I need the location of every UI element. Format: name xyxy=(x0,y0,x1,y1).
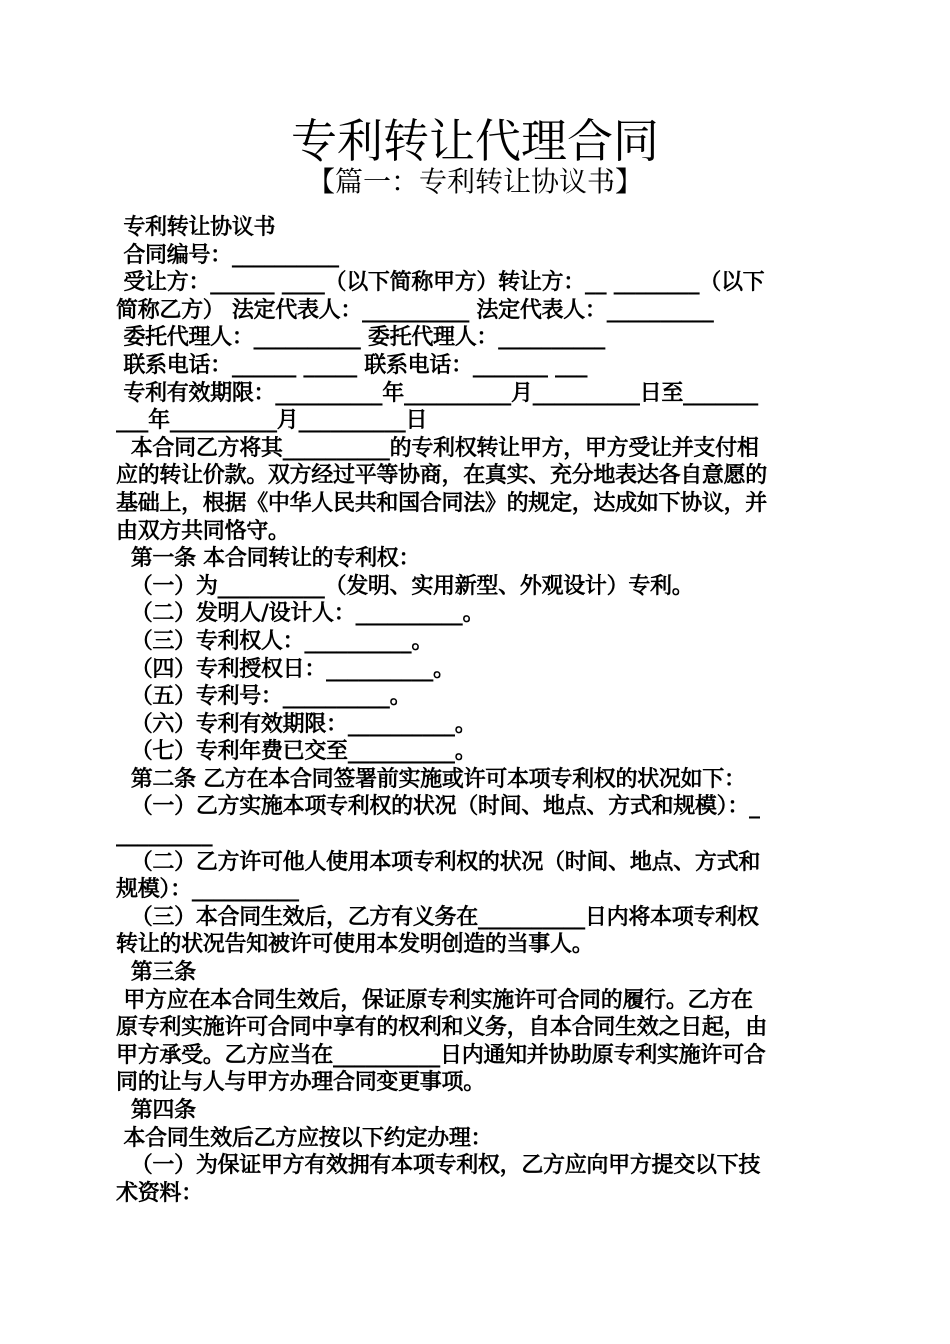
body-line: 本合同乙方将其__________的专利权转让甲方，甲方受让并支付相 xyxy=(116,435,759,461)
body-line: 专利有效期限：__________年__________月__________日至_______ xyxy=(116,380,758,406)
body-line: 规模）：__________ xyxy=(116,877,299,903)
body-line: 甲方应在本合同生效后，保证原专利实施许可合同的履行。乙方在 xyxy=(116,987,753,1013)
body-line: （六）专利有效期限：__________。 xyxy=(116,711,477,737)
body-line: 同的让与人与甲方办理合同变更事项。 xyxy=(116,1070,485,1096)
body-line: 应的转让价款。双方经过平等协商，在真实、充分地表达各自意愿的 xyxy=(116,463,768,489)
body-line: （一）为__________（发明、实用新型、外观设计）专利。 xyxy=(116,573,694,599)
body-line: 受让方：______ ____（以下简称甲方）转让方：__ ________（以下 xyxy=(116,270,765,296)
body-line: 联系电话：______ _____ 联系电话：_______ ___ xyxy=(116,352,588,378)
body-line: （五）专利号：__________。 xyxy=(116,684,412,710)
body-line: 原专利实施许可合同中享有的权利和义务，自本合同生效之日起，由 xyxy=(116,1015,768,1041)
document-title: 专利转让代理合同 xyxy=(291,114,659,168)
body-line: 本合同生效后乙方应按以下约定办理： xyxy=(116,1125,493,1151)
body-line: 合同编号：__________ xyxy=(116,242,339,268)
body-line: （三）本合同生效后，乙方有义务在__________日内将本项专利权 xyxy=(116,904,759,930)
body-line: 术资料： xyxy=(116,1180,203,1206)
body-line: 第一条 本合同转让的专利权： xyxy=(116,546,421,572)
body-line: （一）为保证甲方有效拥有本项专利权，乙方应向甲方提交以下技 xyxy=(116,1153,761,1179)
body-line: _________ xyxy=(116,822,213,848)
body-line: （二）乙方许可他人使用本项专利权的状况（时间、地点、方式和 xyxy=(116,849,761,875)
body-line: 第四条 xyxy=(116,1098,196,1123)
body-line: （一）乙方实施本项专利权的状况（时间、地点、方式和规模）：_ xyxy=(116,794,760,820)
body-line: 第三条 xyxy=(116,960,196,986)
body-line: 转让的状况告知被许可使用本发明创造的当事人。 xyxy=(116,932,594,958)
body-line: 甲方承受。乙方应当在__________日内通知并协助原专利实施许可合 xyxy=(116,1042,766,1068)
body-line: （七）专利年费已交至__________。 xyxy=(116,739,477,765)
body-line: ___年__________月__________日 xyxy=(116,408,428,434)
document-subtitle: 【篇一：专利转让协议书】 xyxy=(306,165,643,198)
body-line: 第二条 乙方在本合同签署前实施或许可本项专利权的状况如下： xyxy=(116,766,746,792)
document-body xyxy=(116,214,836,1207)
body-line: （二）发明人/设计人：__________。 xyxy=(116,601,485,627)
body-line: 委托代理人：__________ 委托代理人：__________ xyxy=(116,325,606,351)
body-line: 简称乙方） 法定代表人：__________ 法定代表人：__________ xyxy=(116,297,714,323)
body-line: 由双方共同恪守。 xyxy=(116,518,290,544)
body-line: 基础上，根据《中华人民共和国合同法》的规定，达成如下协议，并 xyxy=(116,490,768,516)
body-line: （四）专利授权日：__________。 xyxy=(116,656,455,682)
body-line: （三）专利权人：__________。 xyxy=(116,628,434,654)
body-line: 专利转让协议书 xyxy=(116,215,276,240)
